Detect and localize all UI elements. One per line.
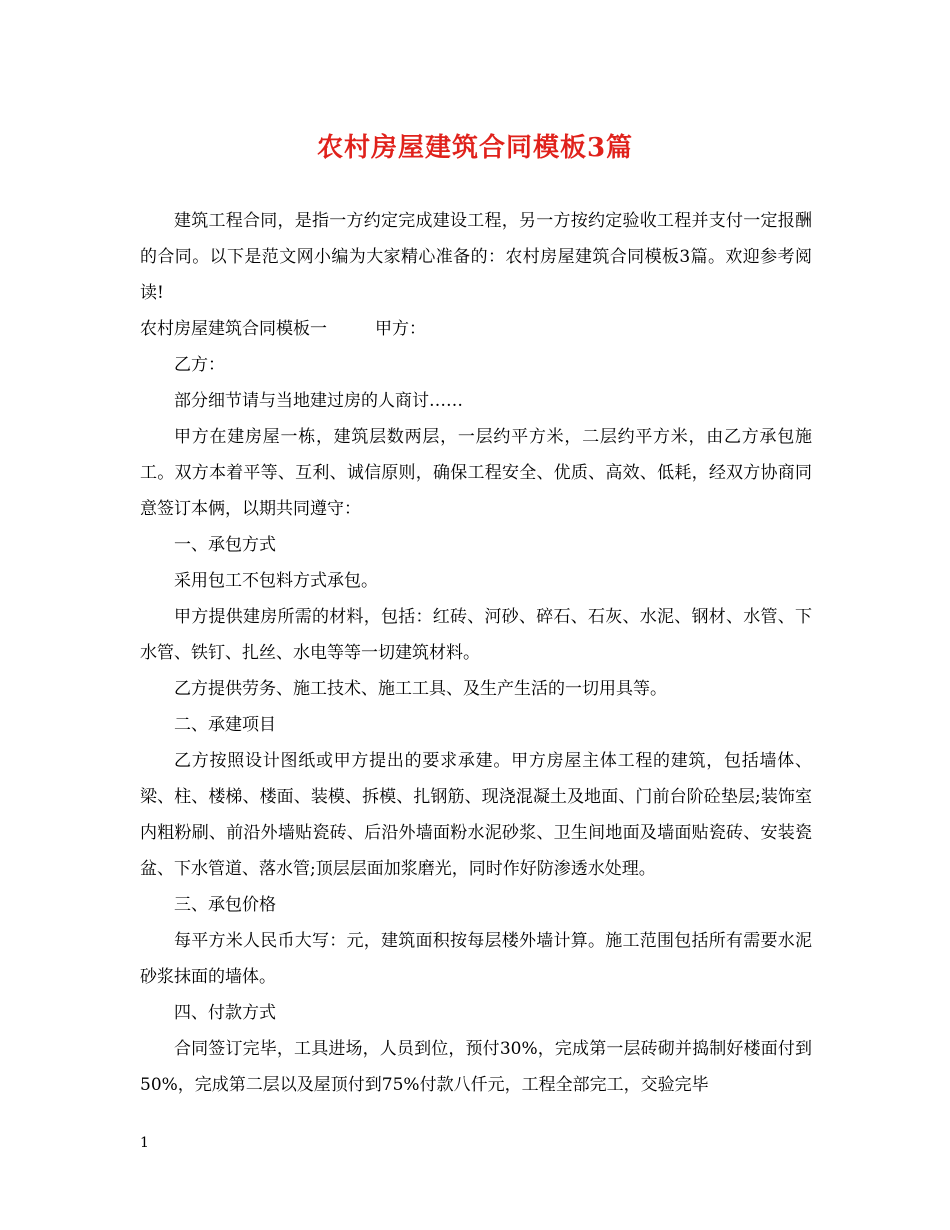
construction-items-text: 乙方按照设计图纸或甲方提出的要求承建。甲方房屋主体工程的建筑，包括墙体、梁、柱、楼梯、楼面、装模、拆模、扎钢筋、现浇混凝土及地面、门前台阶砼垫层;装饰室内粗粉刷、前沿外墙贴瓷砖、后沿外墙面粉水泥砂浆、卫生间地面及墙面贴瓷砖、安装瓷盆、下水管道、落水管;顶层层面加浆磨光，同时作好防渗透水处理。 [140,751,812,879]
section-heading-payment: 四、付款方式 [174,1003,276,1023]
contract-method-text: 采用包工不包料方式承包。 [174,571,378,591]
template-heading-label: 农村房屋建筑合同模板一 [140,319,327,339]
document-title: 农村房屋建筑合同模板3篇 [316,133,634,163]
payment-text: 合同签订完毕，工具进场，人员到位，预付30%，完成第一层砖砌并捣制好楼面付到50%，完成第二层以及屋顶付到75%付款八仟元，工程全部完工，交验完毕 [140,1039,812,1095]
template-heading-line [140,311,812,347]
labor-text: 乙方提供劳务、施工技术、施工工具、及生产生活的一切用具等。 [174,679,667,699]
intro-paragraph: 建筑工程合同，是指一方约定完成建设工程，另一方按约定验收工程并支付一定报酬的合同。以下是范文网小编为大家精心准备的：农村房屋建筑合同模板3篇。欢迎参考阅读! [140,211,812,303]
party-a-label: 甲方： [375,319,426,339]
contract-preamble: 甲方在建房屋一栋，建筑层数两层，一层约平方米，二层约平方米，由乙方承包施工。双方本着平等、互利、诚信原则，确保工程安全、优质、高效、低耗，经双方协商同意签订本俩，以期共同遵守： [140,427,812,519]
party-b-line: 乙方： [174,355,225,375]
section-heading-construction-items: 二、承建项目 [174,715,276,735]
details-note: 部分细节请与当地建过房的人商讨…… [174,391,463,411]
document-body [140,203,812,1103]
page-number: 1 [140,1135,149,1151]
price-text: 每平方米人民币大写：元，建筑面积按每层楼外墙计算。施工范围包括所有需要水泥砂浆抹面的墙体。 [140,931,812,987]
section-heading-contract-method: 一、承包方式 [174,535,276,555]
section-heading-price: 三、承包价格 [174,895,276,915]
materials-text: 甲方提供建房所需的材料，包括：红砖、河砂、碎石、石灰、水泥、钢材、水管、下水管、铁钉、扎丝、水电等等一切建筑材料。 [140,607,812,663]
